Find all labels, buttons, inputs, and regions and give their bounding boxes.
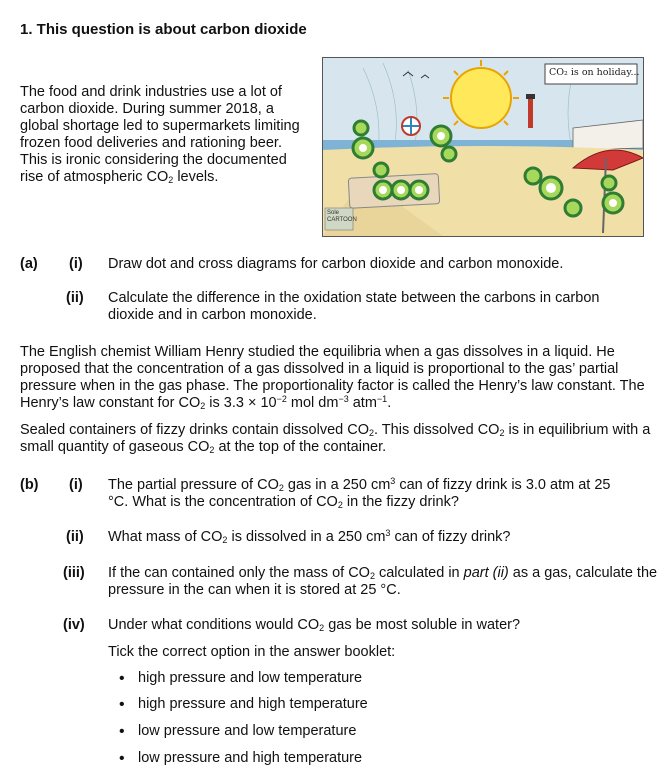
option-low-pressure-high-temperature: • low pressure and high temperature — [138, 750, 362, 767]
part-b-ii-text: What mass of $CO_2$ is dissolved in a 250 $cm^3$ can of fizzy drink? — [108, 528, 511, 545]
question-title: 1. This question is about carbon dioxide — [20, 21, 307, 38]
option-high-pressure-low-temperature: • high pressure and low temperature — [138, 670, 362, 687]
beach-cartoon-illustration — [322, 57, 644, 237]
part-b-label: (b) — [20, 477, 39, 493]
part-b-iv-label: (iv) — [63, 617, 85, 633]
part-a-ii-text: Calculate the difference in the oxidation state between the carbons in carbon dioxide and in carbon monoxide. — [108, 290, 600, 323]
tick-instruction: Tick the correct option in the answer booklet: — [108, 644, 396, 660]
part-a-label: (a) — [20, 256, 38, 272]
part-b-i-text: The partial pressure of $CO_2$ gas in a 250 $cm^3$ can of fizzy drink is 3.0 atm at 25 °C. What is the concentration of $CO_2$ in the fizzy drink? — [108, 476, 611, 510]
part-b-iii-label: (iii) — [63, 565, 85, 581]
cartoonist-signature: Sole CARTOON — [327, 210, 357, 223]
henry-paragraph: The English chemist William Henry studied the equilibria when a gas dissolves in a liquid. He proposed that the concentration of a gas dissolved in a liquid is proportional to the gas’ partial pressure when in the gas phase. The proportionality factor is called the Henry’s law constant. The Henry’s law constant for $CO_2$ is $3.3 \times 10^{-2}$ mol $dm^{-3}$ atm$^{-1}$. — [20, 344, 645, 411]
part-b-ii-label: (ii) — [66, 529, 84, 545]
option-high-pressure-high-temperature: • high pressure and high temperature — [138, 696, 368, 713]
part-a-i-label: (i) — [69, 256, 83, 272]
part-b-i-label: (i) — [69, 477, 83, 493]
part-b-iii-text: If the can contained only the mass of $CO_2$ calculated in part (ii) as a gas, calculate the pressure in the can when it is stored at 25 °C. — [108, 565, 658, 598]
intro-paragraph: The food and drink industries use a lot of carbon dioxide. During summer 2018, a global shortage led to supermarkets limiting frozen food deliveries and rationing beer. This is ironic considering the documented rise of atmospheric $CO_2$ levels. — [20, 84, 300, 185]
part-a-i-text: Draw dot and cross diagrams for carbon dioxide and carbon monoxide. — [108, 256, 564, 272]
option-low-pressure-low-temperature: • low pressure and low temperature — [138, 723, 356, 740]
part-b-iv-text: Under what conditions would $CO_2$ gas be most soluble in water? — [108, 617, 521, 633]
sealed-containers-paragraph: Sealed containers of fizzy drinks contain dissolved $CO_2$. This dissolved $CO_2$ is in equilibrium with a small quantity of gaseous $CO_2$ at the top of the container. — [20, 422, 651, 455]
holiday-sign: CO₂ is on holiday... — [549, 67, 640, 78]
part-a-ii-label: (ii) — [66, 290, 84, 306]
